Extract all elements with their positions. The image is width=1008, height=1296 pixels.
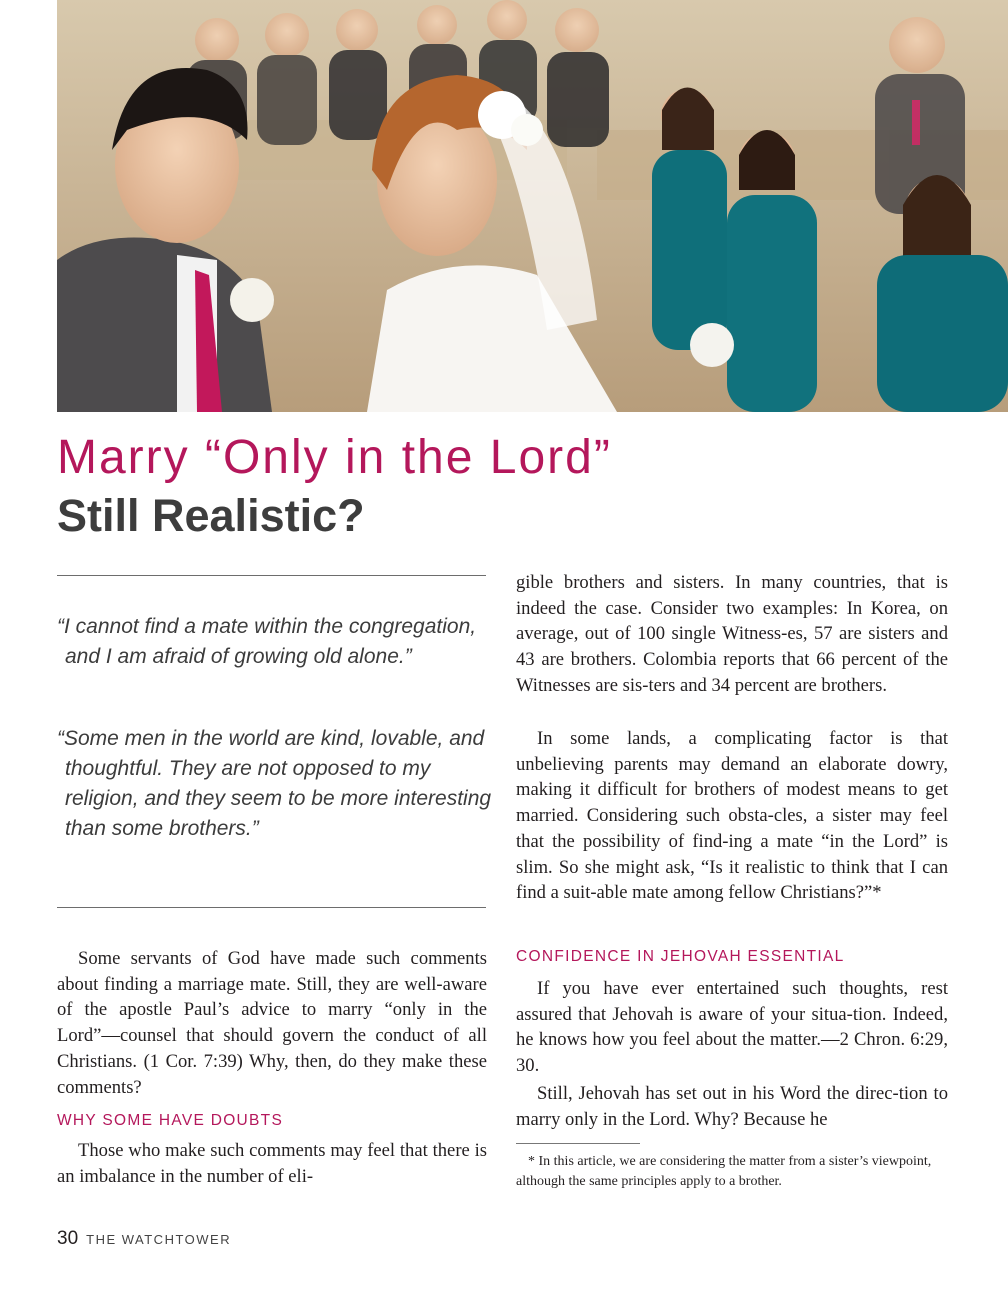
article-title: Marry “Only in the Lord” (57, 431, 612, 484)
wedding-scene-illustration (57, 0, 1008, 412)
section-heading: WHY SOME HAVE DOUBTS (57, 1112, 284, 1129)
body-paragraph: Still, Jehovah has set out in his Word the direc-tion to marry only in the Lord. Why? Because he (516, 1083, 948, 1130)
footnote-divider (516, 1143, 640, 1144)
page-footer (57, 1228, 231, 1250)
pull-quote: “I cannot find a mate within the congregation, and I am afraid of growing old alone.” (57, 615, 477, 668)
magazine-name: THE WATCHTOWER (86, 1232, 232, 1247)
article-subtitle: Still Realistic? (57, 490, 365, 541)
body-paragraph: If you have ever entertained such thoughts, rest assured that Jehovah is aware of your situa-tion. Indeed, he knows how you feel about the matter.—2 Chron. 6:29, 30. (516, 978, 948, 1077)
page-number: 30 (57, 1228, 79, 1249)
body-paragraph: Those who make such comments may feel that there is an imbalance in the number of eli- (57, 1140, 487, 1187)
footnote: * In this article, we are considering the matter from a sister’s viewpoint, although the same principles apply to a brother. (516, 1154, 932, 1189)
body-paragraph: In some lands, a complicating factor is that unbelieving parents may demand an elaborate dowry, making it difficult for brothers of modest means to get married. Considering such obsta-cles, a sister may feel that the possibility of find-ing a mate “in the Lord” is slim. So she might ask, “Is it realistic to think that I can find a suit-able mate among fellow Christians?”* (516, 728, 948, 904)
wedding-photo (57, 0, 1008, 412)
section-heading: CONFIDENCE IN JEHOVAH ESSENTIAL (516, 948, 845, 965)
quote-bottom-divider (57, 907, 486, 908)
body-paragraph: Some servants of God have made such comments about finding a marriage mate. Still, they are well-aware of the apostle Paul’s advice to marry “only in the Lord”—counsel that should govern the conduct of all Christians. (1 Cor. 7:39) Why, then, do they make these comments? (57, 948, 487, 1098)
quote-top-divider (57, 575, 486, 576)
body-paragraph: gible brothers and sisters. In many countries, that is indeed the case. Consider two examples: In Korea, on average, out of 100 single Witness-es, 57 are sisters and 43 are brothers. Colombia reports that 66 percent of the Witnesses are sis-ters and 34 percent are brothers. (516, 572, 948, 696)
pull-quote: “Some men in the world are kind, lovable, and thoughtful. They are not opposed to my religion, and they seem to be more interesting than some brothers.” (57, 727, 492, 840)
